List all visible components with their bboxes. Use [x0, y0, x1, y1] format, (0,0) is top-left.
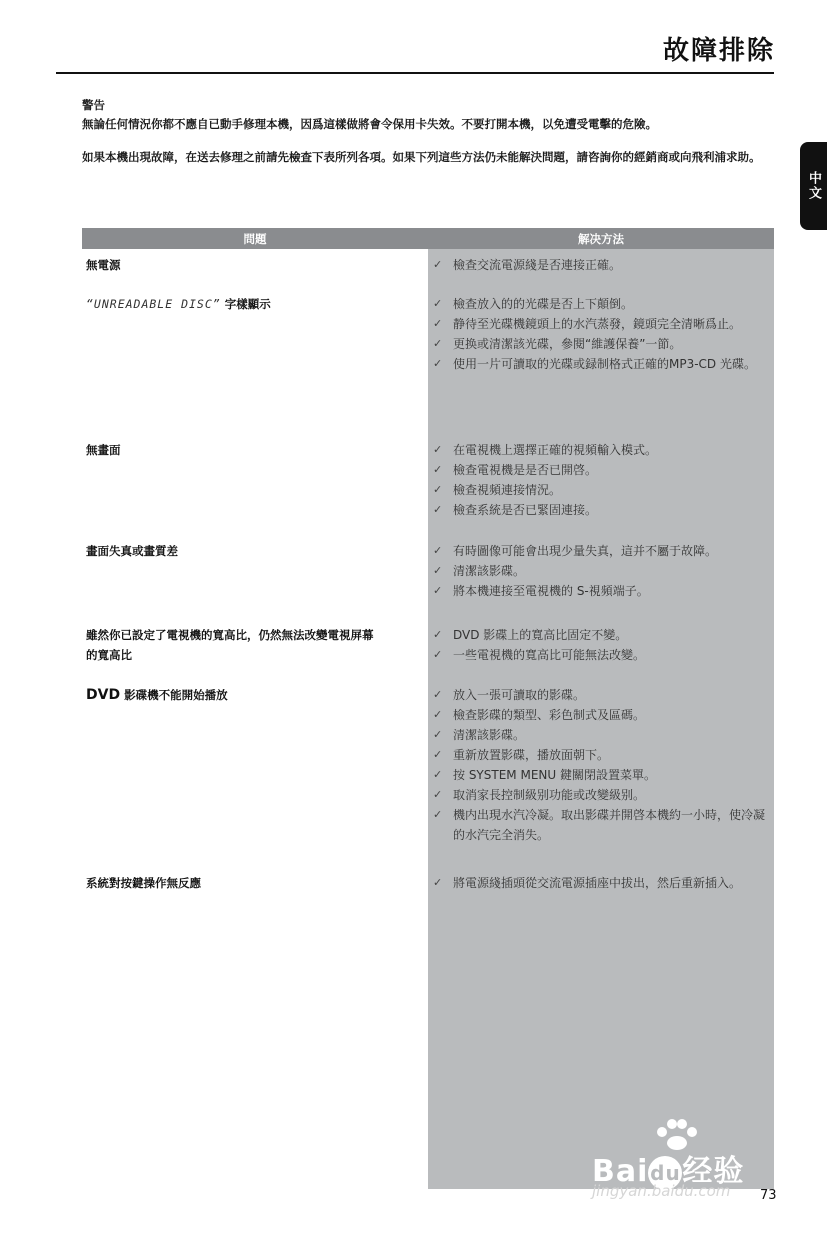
- solution-item: ✓ 檢查影碟的類型、彩色制式及區碼。: [431, 705, 771, 725]
- watermark-url: jingyan.baidu.com: [592, 1182, 731, 1200]
- solution-item: ✓ DVD 影碟上的寬高比固定不變。: [431, 625, 771, 645]
- check-icon: ✓: [433, 503, 443, 516]
- problem-cell: “UNREADABLE DISC” 字樣顯示: [86, 297, 271, 311]
- check-icon: ✓: [433, 443, 443, 456]
- solution-list: [431, 625, 771, 665]
- check-icon: ✓: [433, 463, 443, 476]
- language-tab-label: 中文: [806, 171, 821, 201]
- solution-item: ✓ 有時圖像可能會出現少量失真，這并不屬于故障。: [431, 541, 771, 561]
- check-icon: ✓: [433, 258, 443, 271]
- solution-list: [431, 873, 771, 893]
- warning-text: 無論任何情況你都不應自已動手修理本機，因爲這樣做將會令保用卡失效。不要打開本機，以免遭受電擊的危險。: [82, 117, 657, 131]
- check-icon: ✓: [433, 337, 443, 350]
- problem-cell: DVD 影碟機不能開始播放: [86, 687, 228, 703]
- solution-item: ✓ 取消家長控制級别功能或改變級别。: [431, 785, 771, 805]
- problem-cell: 畫面失真或畫質差: [86, 544, 178, 558]
- solution-list: [431, 294, 771, 374]
- check-icon: ✓: [433, 728, 443, 741]
- check-icon: ✓: [433, 357, 443, 370]
- solution-item: ✓ 重新放置影碟，播放面朝下。: [431, 745, 771, 765]
- solution-list: [431, 440, 771, 520]
- solution-item: ✓ 一些電視機的寬高比可能無法改變。: [431, 645, 771, 665]
- check-icon: ✓: [433, 483, 443, 496]
- check-icon: ✓: [433, 788, 443, 801]
- column-header-solution: 解决方法: [578, 232, 624, 246]
- check-icon: ✓: [433, 628, 443, 641]
- dvd-label: DVD: [86, 687, 121, 703]
- solution-item: ✓ 放入一張可讀取的影碟。: [431, 685, 771, 705]
- solution-item: ✓ 按 SYSTEM MENU 鍵關閉設置菜單。: [431, 765, 771, 785]
- solution-item: ✓ 檢查視頻連接情況。: [431, 480, 771, 500]
- solution-item: ✓ 静待至光碟機鏡頭上的水汽蒸發，鏡頭完全清晰爲止。: [431, 314, 771, 334]
- solution-item: ✓ 檢查系統是否已緊固連接。: [431, 500, 771, 520]
- check-icon: ✓: [433, 584, 443, 597]
- check-icon: ✓: [433, 708, 443, 721]
- solution-item: ✓ 檢查交流電源綫是否連接正確。: [431, 255, 771, 275]
- warning-section: [82, 96, 772, 167]
- check-icon: ✓: [433, 748, 443, 761]
- table-header: [82, 228, 774, 249]
- watermark-logo-text: Baidu经验: [592, 1154, 745, 1189]
- problem-cell: 系統對按鍵操作無反應: [86, 876, 201, 890]
- solution-item: ✓ 檢查電視機是是否已開啓。: [431, 460, 771, 480]
- problem-cell: 無電源: [86, 258, 121, 272]
- check-icon: ✓: [433, 544, 443, 557]
- check-icon: ✓: [433, 317, 443, 330]
- solution-item: ✓ 清潔該影碟。: [431, 561, 771, 581]
- solution-item: ✓ 清潔該影碟。: [431, 725, 771, 745]
- page-number: 73: [760, 1188, 777, 1203]
- check-icon: ✓: [433, 564, 443, 577]
- solution-item: ✓ 使用一片可讀取的光碟或録制格式正確的MP3-CD 光碟。: [431, 354, 771, 374]
- solution-list: [431, 685, 771, 845]
- check-icon: ✓: [433, 808, 443, 821]
- solution-item: ✓ 更换或清潔該光碟，參閱“維護保養”一節。: [431, 334, 771, 354]
- check-icon: ✓: [433, 648, 443, 661]
- check-icon: ✓: [433, 876, 443, 889]
- page-title: 故障排除: [662, 36, 775, 66]
- solution-item: ✓ 機内出現水汽冷凝。取出影碟并開啓本機約一小時，使冷凝的水汽完全消失。: [431, 805, 771, 845]
- solution-item: ✓ 將電源綫插頭從交流電源插座中拔出，然后重新插入。: [431, 873, 771, 893]
- problem-cell: 無畫面: [86, 443, 121, 457]
- column-header-problem: 問題: [243, 232, 267, 246]
- check-icon: ✓: [433, 688, 443, 701]
- warning-heading: 警告: [82, 98, 105, 112]
- solution-list: [431, 255, 771, 275]
- title-divider: [56, 72, 774, 74]
- lcd-message: “UNREADABLE DISC”: [86, 297, 221, 311]
- solution-list: [431, 541, 771, 601]
- check-icon: ✓: [433, 297, 443, 310]
- solution-item: ✓ 將本機連接至電視機的 S-視頻端子。: [431, 581, 771, 601]
- check-icon: ✓: [433, 768, 443, 781]
- solution-item: ✓ 檢查放入的的光碟是否上下顛倒。: [431, 294, 771, 314]
- language-tab: [800, 142, 827, 230]
- solution-item: ✓ 在電視機上選擇正確的視頻輸入模式。: [431, 440, 771, 460]
- advice-text: 如果本機出現故障，在送去修理之前請先檢查下表所列各項。如果下列這些方法仍未能解決問題，請咨詢你的經銷商或向飛利浦求助。: [82, 150, 761, 164]
- problem-cell: 雖然你已設定了電視機的寬高比，仍然無法改變電視屏幕的寬高比: [86, 628, 374, 662]
